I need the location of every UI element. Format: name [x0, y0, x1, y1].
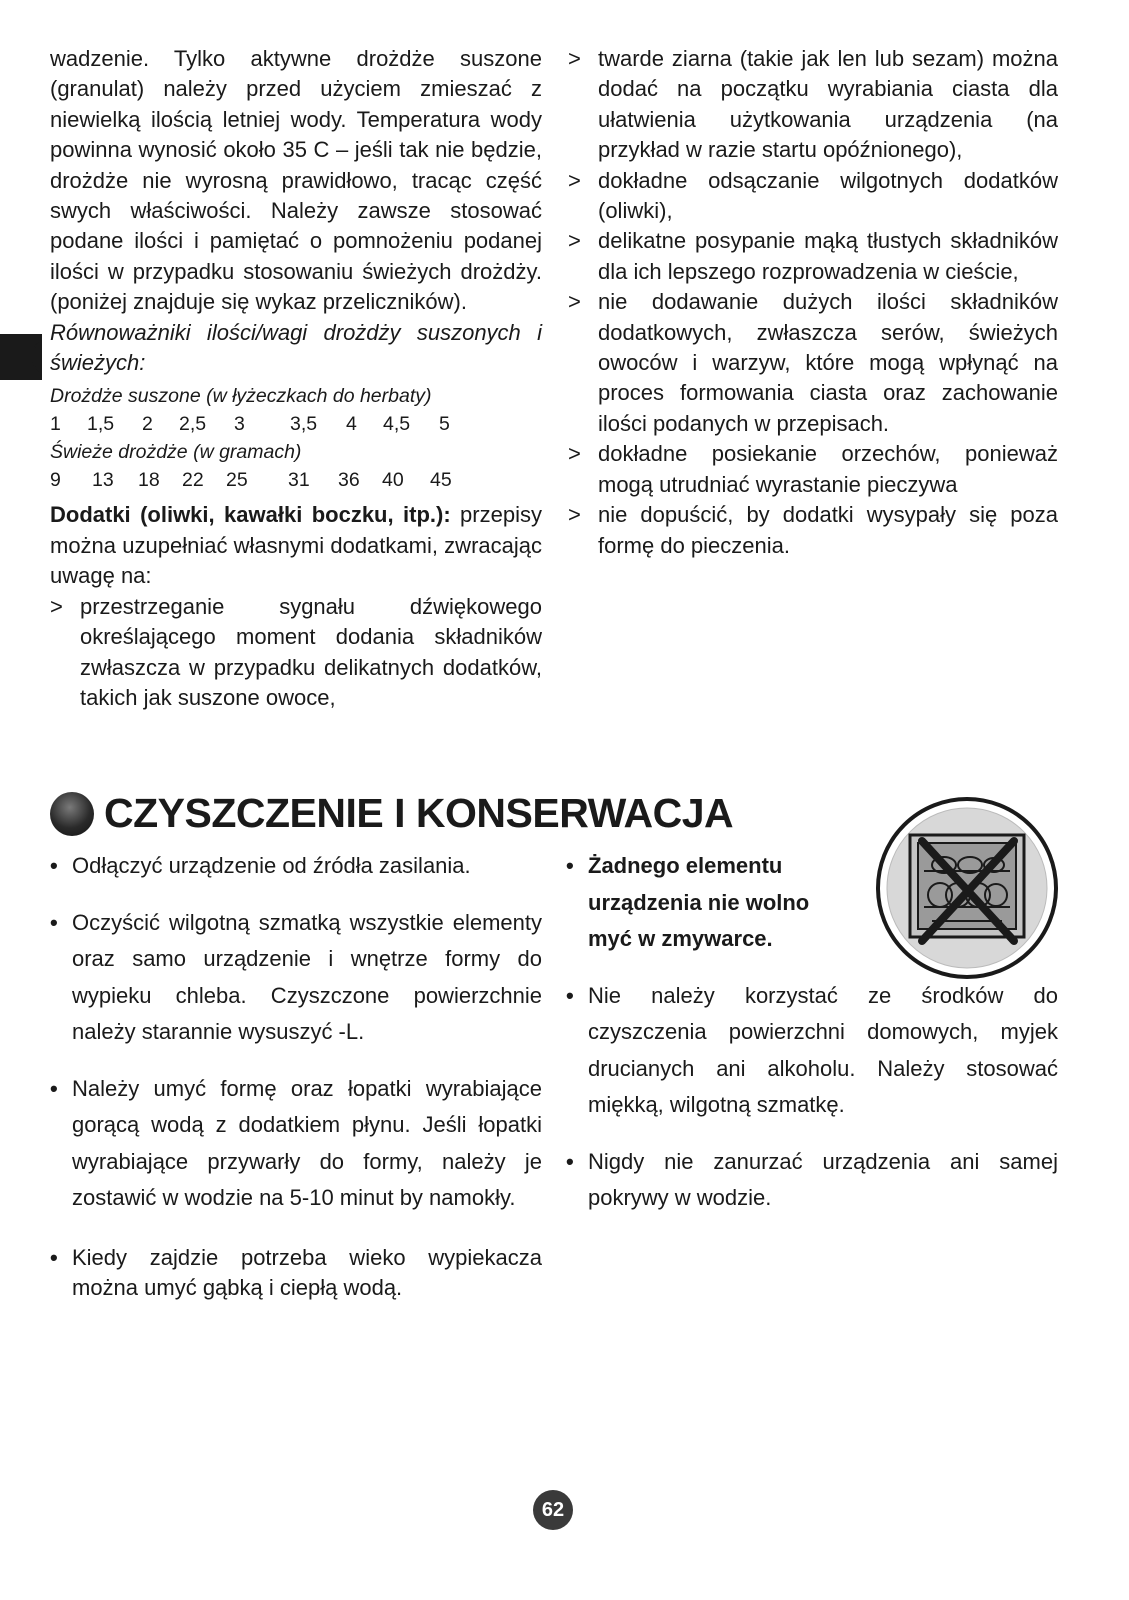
fresh-yeast-values-row [50, 466, 542, 494]
page-number: 62 [533, 1490, 573, 1530]
bullet-text: Odłączyć urządzenie od źródła zasilania. [72, 853, 471, 878]
fresh-value: 22 [182, 469, 204, 492]
list-marker: > [568, 289, 581, 315]
list-item [50, 592, 542, 714]
yeast-paragraph: wadzenie. Tylko aktywne drożdże suszone (granulat) należy przed użyciem zmieszać z niewielką ilością letniej wody. Temperatura wody powinna wynosić około 35 C – jeśli tak nie będzie, drożdże nie wyrosną prawidłowo, tracąc część swych właściwości. Należy zawsze stosować podane ilości i pamiętać o pomnożeniu podanej ilości w przypadku stosowaniu świeżych drożdży.(poniżej znajduje się wykaz przeliczników). [50, 46, 542, 315]
list-item-text: dokładne odsączanie wilgotnych dodatków (oliwki), [598, 167, 1058, 224]
cleaning-right-column [566, 848, 1058, 1237]
bullet-marker: • [50, 909, 58, 935]
list-item [568, 287, 1058, 439]
bullet-item [50, 848, 542, 885]
sphere-bullet-icon [50, 792, 94, 836]
fresh-value: 31 [288, 469, 310, 492]
dry-value: 3 [234, 413, 245, 436]
dry-value: 3,5 [290, 413, 318, 436]
bullet-text: Nigdy nie zanurzać urządzenia ani samej pokrywy w wodzie. [588, 1148, 1058, 1210]
fresh-value: 25 [226, 469, 248, 492]
list-item-text: nie dodawanie dużych ilości składników dodatkowych, zwłaszcza serów, świeżych owoców i warzyw, które mogą wpłynąć na proces formowania ciasta oraz zachowanie ilości podanych w przepisach. [598, 289, 1058, 436]
fresh-value: 45 [430, 469, 452, 492]
dry-value: 5 [439, 413, 450, 436]
dry-yeast-label: Drożdże suszone (w łyżeczkach do herbaty) [50, 385, 432, 408]
fresh-value: 9 [50, 469, 61, 492]
bullet-marker: • [50, 1075, 58, 1101]
bullet-text: Nie należy korzystać ze środków do czyszczenia powierzchni domowych, myjek drucianych ani alkoholu. Należy stosować miękką, wilgotną szmatkę. [588, 982, 1058, 1117]
bullet-marker: • [566, 982, 574, 1008]
list-item [568, 166, 1058, 227]
dry-value: 1,5 [87, 413, 115, 436]
list-marker: > [568, 46, 581, 71]
fresh-value: 13 [92, 469, 114, 492]
list-marker: > [50, 593, 63, 619]
bullet-item [50, 1243, 542, 1304]
dry-yeast-values-row [50, 410, 542, 438]
list-marker: > [568, 502, 581, 528]
section-heading [50, 790, 733, 837]
list-marker: > [568, 228, 581, 254]
additions-text: przepisy można uzupełniać własnymi dodatkami, zwracając uwagę na: [50, 502, 542, 589]
bullet-item [50, 1071, 542, 1217]
list-marker: > [568, 167, 581, 193]
bullet-item [50, 905, 542, 1051]
dishwasher-warning-text: Żadnego elementu urządzenia nie wolno myć w zmywarce. [588, 853, 810, 951]
list-item-text: delikatne posypanie mąką tłustych składników dla ich lepszego rozprowadzenia w cieście, [598, 228, 1058, 284]
dry-value: 4,5 [383, 413, 411, 436]
bullet-marker: • [566, 853, 574, 878]
top-right-column [568, 44, 1058, 561]
list-item [568, 439, 1058, 500]
section-title: CZYSZCZENIE I KONSERWACJA [104, 790, 734, 836]
fresh-value: 40 [382, 469, 404, 492]
list-item-text: dokładne posiekanie orzechów, ponieważ mogą utrudniać wyrastanie pieczywa [598, 441, 1058, 497]
bullet-marker: • [566, 1148, 574, 1174]
fresh-value: 36 [338, 469, 360, 492]
dry-value: 2,5 [179, 413, 207, 436]
list-item [568, 500, 1058, 561]
bullet-text: Należy umyć formę oraz łopatki wyrabiające gorącą wodą z dodatkiem płynu. Jeśli łopatki wyrabiające przywarły do formy, należy je zostawić w wodzie na 5-10 minut by namokły. [72, 1075, 542, 1210]
bullet-marker: • [50, 1244, 58, 1270]
bullet-item [566, 978, 1058, 1124]
list-item-text: nie dopuścić, by dodatki wysypały się poza formę do pieczenia. [598, 502, 1058, 558]
yeast-equivalents-heading: Równoważniki ilości/wagi drożdży suszonych i świeżych: [50, 319, 542, 376]
additions-paragraph [50, 500, 542, 591]
dry-value: 1 [50, 413, 61, 436]
list-item-text: przestrzeganie sygnału dźwiękowego określającego moment dodania składników zwłaszcza w przypadku delikatnych dodatków, takich jak suszone owoce, [80, 593, 542, 710]
dry-value: 4 [346, 413, 357, 436]
bullet-marker: • [50, 853, 58, 878]
bullet-item [566, 1144, 1058, 1217]
fresh-value: 18 [138, 469, 160, 492]
additions-heading: Dodatki (oliwki, kawałki boczku, itp.): [50, 502, 451, 528]
top-left-column [50, 44, 542, 713]
bullet-text: Kiedy zajdzie potrzeba wieko wypiekacza można umyć gąbką i ciepłą wodą. [72, 1244, 542, 1300]
chapter-tab-marker [0, 334, 42, 380]
bullet-item-warning [566, 848, 856, 958]
list-item-text: twarde ziarna (takie jak len lub sezam) można dodać na początku wyrabiania ciasta dla ułatwienia użytkowania urządzenia (na przykład w razie startu opóźnionego), [598, 46, 1058, 163]
cleaning-left-column [50, 848, 542, 1323]
dry-value: 2 [142, 413, 153, 436]
fresh-yeast-label: Świeże drożdże (w gramach) [50, 441, 302, 464]
bullet-text: Oczyścić wilgotną szmatką wszystkie elementy oraz samo urządzenie i wnętrze formy do wypieku chleba. Czyszczone powierzchnie należy starannie wysuszyć -L. [72, 909, 542, 1044]
list-item [568, 44, 1058, 166]
list-marker: > [568, 441, 581, 467]
list-item [568, 226, 1058, 287]
